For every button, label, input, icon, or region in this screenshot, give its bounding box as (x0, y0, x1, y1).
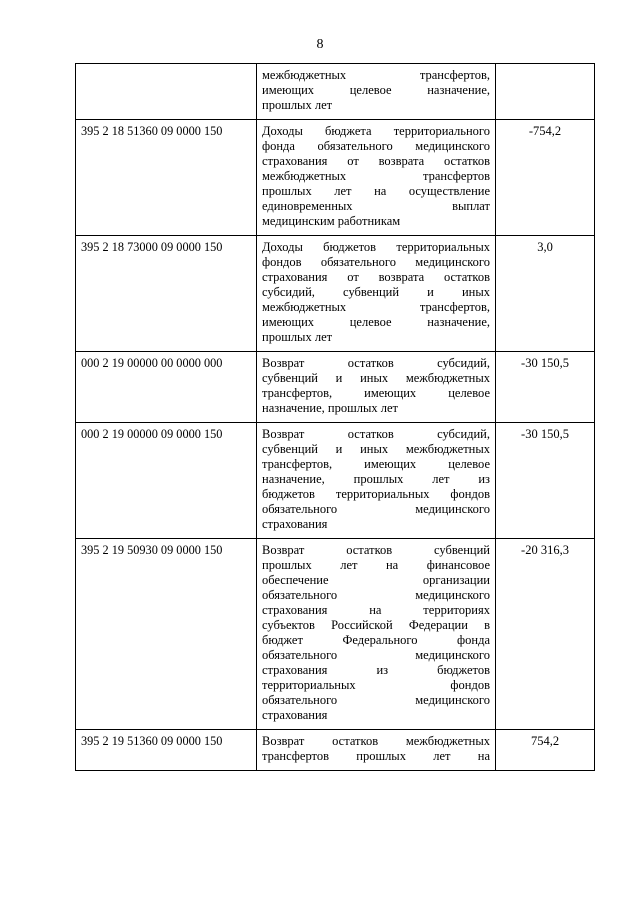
table-body (76, 64, 595, 771)
description-line: обязательного медицинского (262, 648, 490, 662)
description-line: Возврат остатков межбюджетных (262, 734, 490, 748)
table-row (76, 236, 595, 352)
description-line: субвенций и иных межбюджетных (262, 371, 490, 385)
amount-cell (496, 64, 595, 120)
description-line: трансфертов, имеющих целевое (262, 457, 490, 471)
description-cell (257, 539, 496, 730)
table-row (76, 539, 595, 730)
description-line: прошлых лет на финансовое (262, 558, 490, 572)
description-line: бюджет Федерального фонда (262, 633, 490, 647)
table-row (76, 352, 595, 423)
description-line: страхования из бюджетов (262, 663, 490, 677)
description-line: межбюджетных трансфертов, (262, 300, 490, 314)
budget-code-cell: 395 2 18 51360 09 0000 150 (76, 120, 257, 236)
description-line: прошлых лет на осуществление (262, 184, 490, 198)
amount-cell: -20 316,3 (496, 539, 595, 730)
description-cell (257, 730, 496, 771)
description-line: обязательного медицинского (262, 693, 490, 707)
description-line: межбюджетных трансфертов (262, 169, 490, 183)
description-cell (257, 64, 496, 120)
description-line: бюджетов территориальных фондов (262, 487, 490, 501)
amount-cell: 754,2 (496, 730, 595, 771)
amount-cell: -30 150,5 (496, 423, 595, 539)
budget-code-cell: 000 2 19 00000 09 0000 150 (76, 423, 257, 539)
budget-code-cell: 395 2 18 73000 09 0000 150 (76, 236, 257, 352)
description-line: имеющих целевое назначение, (262, 315, 490, 329)
description-cell (257, 120, 496, 236)
budget-code-cell (76, 64, 257, 120)
table-row (76, 64, 595, 120)
description-line: территориальных фондов (262, 678, 490, 692)
description-line: субсидий, субвенций и иных (262, 285, 490, 299)
description-line: страхования на территориях (262, 603, 490, 617)
budget-code-cell: 395 2 19 51360 09 0000 150 (76, 730, 257, 771)
page-number: 8 (316, 37, 324, 52)
description-line: субвенций и иных межбюджетных (262, 442, 490, 456)
description-line: Доходы бюджета территориального (262, 124, 490, 138)
description-line: прошлых лет (262, 98, 333, 112)
budget-table (75, 63, 595, 771)
description-line: страхования от возврата остатков (262, 154, 490, 168)
description-line: страхования (262, 517, 328, 531)
budget-code-cell: 395 2 19 50930 09 0000 150 (76, 539, 257, 730)
description-line: Доходы бюджетов территориальных (262, 240, 490, 254)
description-line: межбюджетных трансфертов, (262, 68, 490, 82)
table-row (76, 423, 595, 539)
description-line: назначение, прошлых лет из (262, 472, 490, 486)
description-line: назначение, прошлых лет (262, 401, 398, 415)
description-line: субъектов Российской Федерации в (262, 618, 490, 632)
table-row (76, 730, 595, 771)
amount-cell: -754,2 (496, 120, 595, 236)
table-row (76, 120, 595, 236)
description-line: единовременных выплат (262, 199, 490, 213)
budget-code-cell: 000 2 19 00000 00 0000 000 (76, 352, 257, 423)
description-line: Возврат остатков субсидий, (262, 427, 490, 441)
description-line: трансфертов, имеющих целевое (262, 386, 490, 400)
description-line: фонда обязательного медицинского (262, 139, 490, 153)
amount-cell: 3,0 (496, 236, 595, 352)
description-line: фондов обязательного медицинского (262, 255, 490, 269)
description-cell (257, 352, 496, 423)
description-line: страхования от возврата остатков (262, 270, 490, 284)
description-line: Возврат остатков субсидий, (262, 356, 490, 370)
description-line: медицинским работникам (262, 214, 401, 228)
description-line: имеющих целевое назначение, (262, 83, 490, 97)
description-line: прошлых лет (262, 330, 333, 344)
description-line: страхования (262, 708, 328, 722)
description-line: Возврат остатков субвенций (262, 543, 490, 557)
description-line: трансфертов прошлых лет на (262, 749, 490, 763)
description-line: обеспечение организации (262, 573, 490, 587)
description-cell (257, 236, 496, 352)
description-line: обязательного медицинского (262, 588, 490, 602)
description-line: обязательного медицинского (262, 502, 490, 516)
description-cell (257, 423, 496, 539)
amount-cell: -30 150,5 (496, 352, 595, 423)
